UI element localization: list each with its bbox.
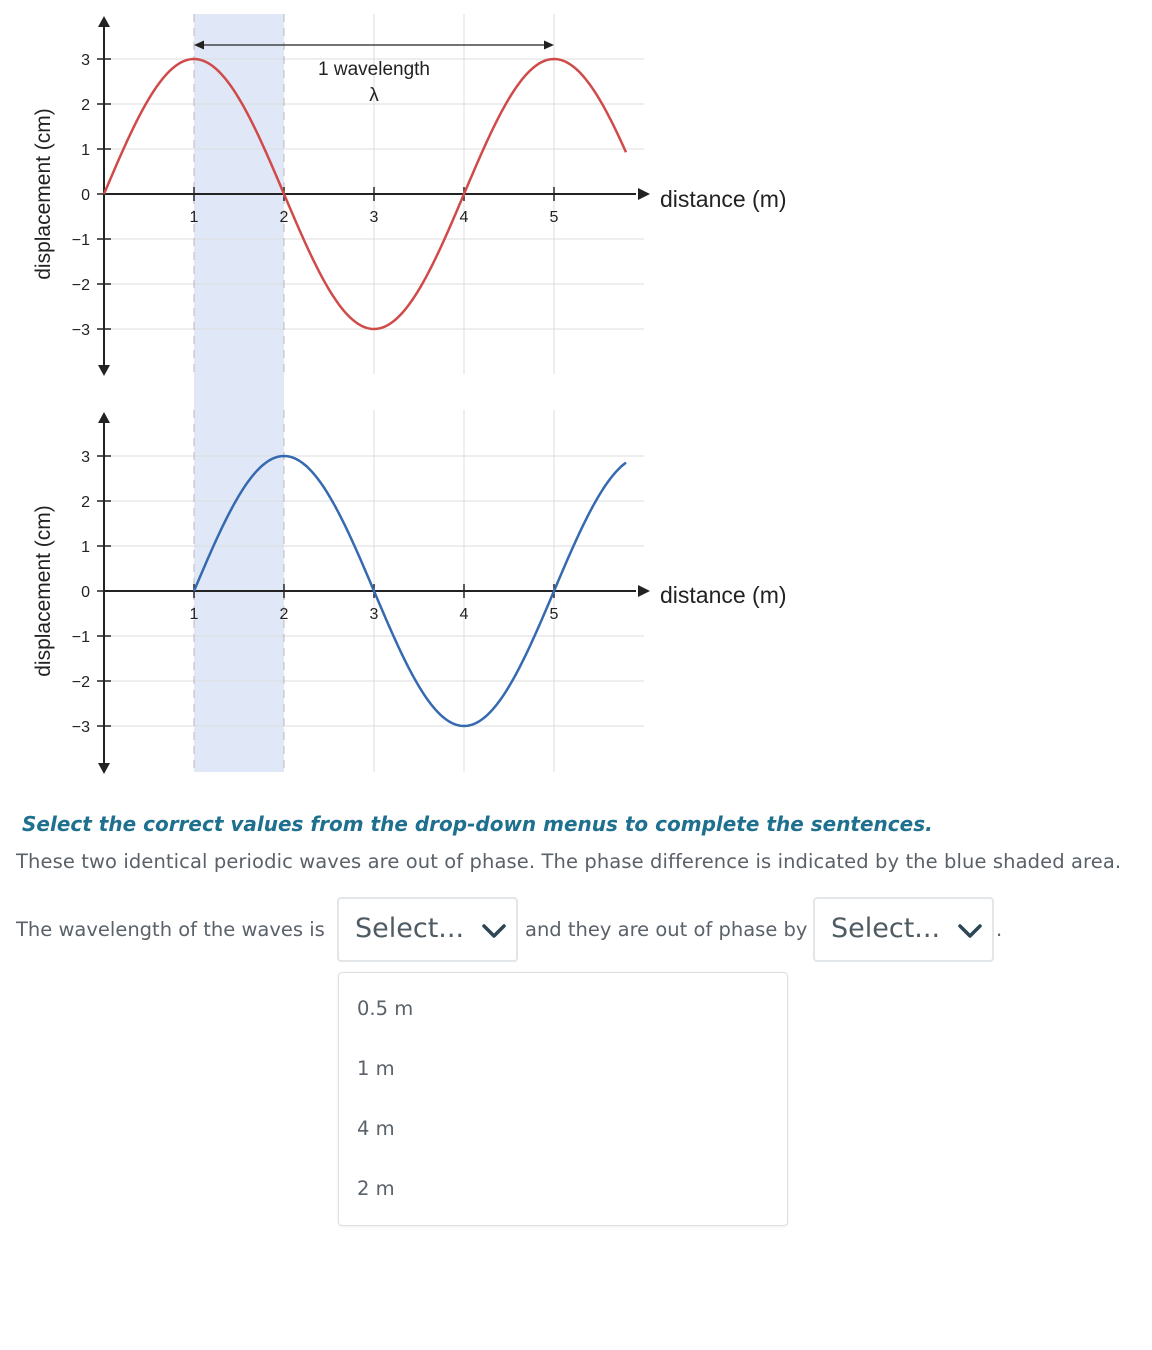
wavelength-arrow-right bbox=[544, 41, 554, 50]
x-tick-label: 4 bbox=[459, 606, 469, 623]
x-axis-title: distance (m) bbox=[660, 186, 787, 212]
sentence-end: . bbox=[996, 918, 1003, 941]
y-tick-label: 0 bbox=[81, 584, 90, 601]
wavelength-label: 1 wavelength bbox=[318, 59, 430, 80]
y-tick-label: 3 bbox=[81, 449, 90, 466]
y-tick-label: 3 bbox=[81, 52, 90, 69]
y-axis-arrow-up bbox=[98, 412, 110, 423]
y-tick-label: −3 bbox=[71, 322, 90, 339]
sentence-part-1: The wavelength of the waves is bbox=[16, 918, 325, 941]
x-tick-label: 5 bbox=[549, 606, 559, 623]
wavelength-symbol: λ bbox=[369, 85, 379, 106]
y-tick-label: −2 bbox=[71, 277, 90, 294]
y-axis-arrow-up bbox=[98, 16, 110, 27]
y-tick-label: 0 bbox=[81, 187, 90, 204]
y-axis-title: displacement (cm) bbox=[32, 505, 55, 677]
wavelength-select[interactable] bbox=[337, 897, 518, 962]
y-tick-label: −2 bbox=[71, 674, 90, 691]
phase-shaded-region bbox=[194, 14, 284, 772]
x-axis-arrow bbox=[638, 585, 650, 597]
x-tick-label: 1 bbox=[189, 209, 199, 226]
x-tick-label: 1 bbox=[189, 606, 199, 623]
phase-select[interactable] bbox=[813, 897, 994, 962]
y-axis-arrow-down bbox=[98, 763, 110, 774]
wave-panel-2 bbox=[32, 410, 787, 774]
dropdown-option[interactable]: 4 m bbox=[357, 1117, 395, 1140]
chevron-down-icon bbox=[956, 919, 984, 943]
dropdown-option[interactable]: 1 m bbox=[357, 1057, 395, 1080]
wave-panel-1 bbox=[32, 14, 787, 376]
y-axis-arrow-down bbox=[98, 365, 110, 376]
y-tick-label: 1 bbox=[81, 142, 90, 159]
x-tick-label: 3 bbox=[369, 606, 379, 623]
y-tick-label: 1 bbox=[81, 539, 90, 556]
x-tick-label: 2 bbox=[279, 209, 289, 226]
dropdown-option[interactable]: 0.5 m bbox=[357, 997, 414, 1020]
chevron-down-icon bbox=[480, 919, 508, 943]
phase-select-label: Select... bbox=[831, 913, 941, 944]
x-tick-label: 4 bbox=[459, 209, 469, 226]
y-tick-label: −1 bbox=[71, 232, 90, 249]
x-tick-label: 3 bbox=[369, 209, 379, 226]
y-tick-label: 2 bbox=[81, 97, 90, 114]
dropdown-option[interactable]: 2 m bbox=[357, 1177, 395, 1200]
x-tick-label: 5 bbox=[549, 209, 559, 226]
description-text: These two identical periodic waves are out of phase. The phase difference is indicated by the blue shaded area. bbox=[16, 850, 1122, 873]
sentence-part-2: and they are out of phase by bbox=[525, 918, 808, 941]
x-axis-arrow bbox=[638, 188, 650, 200]
instruction-text: Select the correct values from the drop-down menus to complete the sentences. bbox=[22, 812, 933, 836]
y-axis-title: displacement (cm) bbox=[32, 108, 55, 280]
x-tick-label: 2 bbox=[279, 606, 289, 623]
y-tick-label: −3 bbox=[71, 719, 90, 736]
x-axis-title: distance (m) bbox=[660, 582, 787, 608]
wavelength-select-label: Select... bbox=[355, 913, 465, 944]
y-tick-label: −1 bbox=[71, 629, 90, 646]
y-tick-label: 2 bbox=[81, 494, 90, 511]
wavelength-dropdown-menu bbox=[338, 972, 788, 1226]
